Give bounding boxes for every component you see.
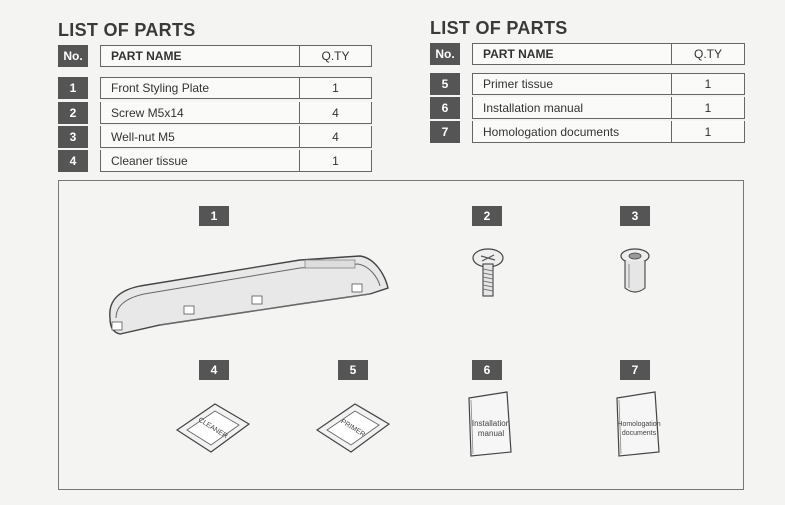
row-part-name: Well-nut M5 — [100, 126, 300, 148]
row-qty: 1 — [672, 97, 745, 119]
row-number: 2 — [58, 102, 88, 124]
row-part-name: Primer tissue — [472, 73, 672, 95]
row-number: 1 — [58, 77, 88, 99]
homologation-label-line1: Homologation — [617, 421, 661, 428]
row-number: 3 — [58, 126, 88, 148]
cleaner-tissue-icon — [173, 398, 253, 458]
primer-tissue-icon — [313, 398, 393, 458]
badge-5: 5 — [338, 360, 368, 380]
screw-icon — [470, 246, 506, 302]
row-qty: 1 — [672, 121, 745, 143]
left-list-title: LIST OF PARTS — [58, 20, 196, 40]
row-part-name: Homologation documents — [472, 121, 672, 143]
row-part-name: Screw M5x14 — [100, 102, 300, 124]
front-styling-plate-icon — [100, 250, 395, 340]
header-no: No. — [430, 43, 460, 65]
row-qty: 1 — [300, 150, 372, 172]
row-part-name: Installation manual — [472, 97, 672, 119]
row-number: 4 — [58, 150, 88, 172]
badge-2: 2 — [472, 206, 502, 226]
row-number: 7 — [430, 121, 460, 143]
manual-label-line1: Installation — [471, 419, 511, 428]
row-part-name: Cleaner tissue — [100, 150, 300, 172]
manual-label-line2: manual — [477, 429, 505, 438]
well-nut-icon — [615, 246, 655, 298]
header-part-name: PART NAME — [472, 43, 672, 65]
cleaner-label: CLEANER — [196, 416, 229, 441]
row-number: 6 — [430, 97, 460, 119]
installation-manual-icon — [465, 390, 515, 460]
homologation-label-line2: documents — [621, 430, 657, 437]
row-qty: 4 — [300, 126, 372, 148]
badge-1: 1 — [199, 206, 229, 226]
badge-6: 6 — [472, 360, 502, 380]
row-qty: 1 — [300, 77, 372, 99]
right-list-title: LIST OF PARTS — [430, 18, 568, 38]
header-no: No. — [58, 45, 88, 67]
right-parts-table — [430, 43, 746, 148]
header-part-name: PART NAME — [100, 45, 300, 67]
primer-label: PRIMER — [339, 418, 367, 439]
header-qty: Q.TY — [300, 45, 372, 67]
left-parts-table — [58, 45, 373, 175]
badge-7: 7 — [620, 360, 650, 380]
badge-4: 4 — [199, 360, 229, 380]
header-qty: Q.TY — [672, 43, 745, 65]
row-part-name: Front Styling Plate — [100, 77, 300, 99]
homologation-documents-icon — [613, 390, 663, 460]
row-qty: 1 — [672, 73, 745, 95]
badge-3: 3 — [620, 206, 650, 226]
row-qty: 4 — [300, 102, 372, 124]
row-number: 5 — [430, 73, 460, 95]
